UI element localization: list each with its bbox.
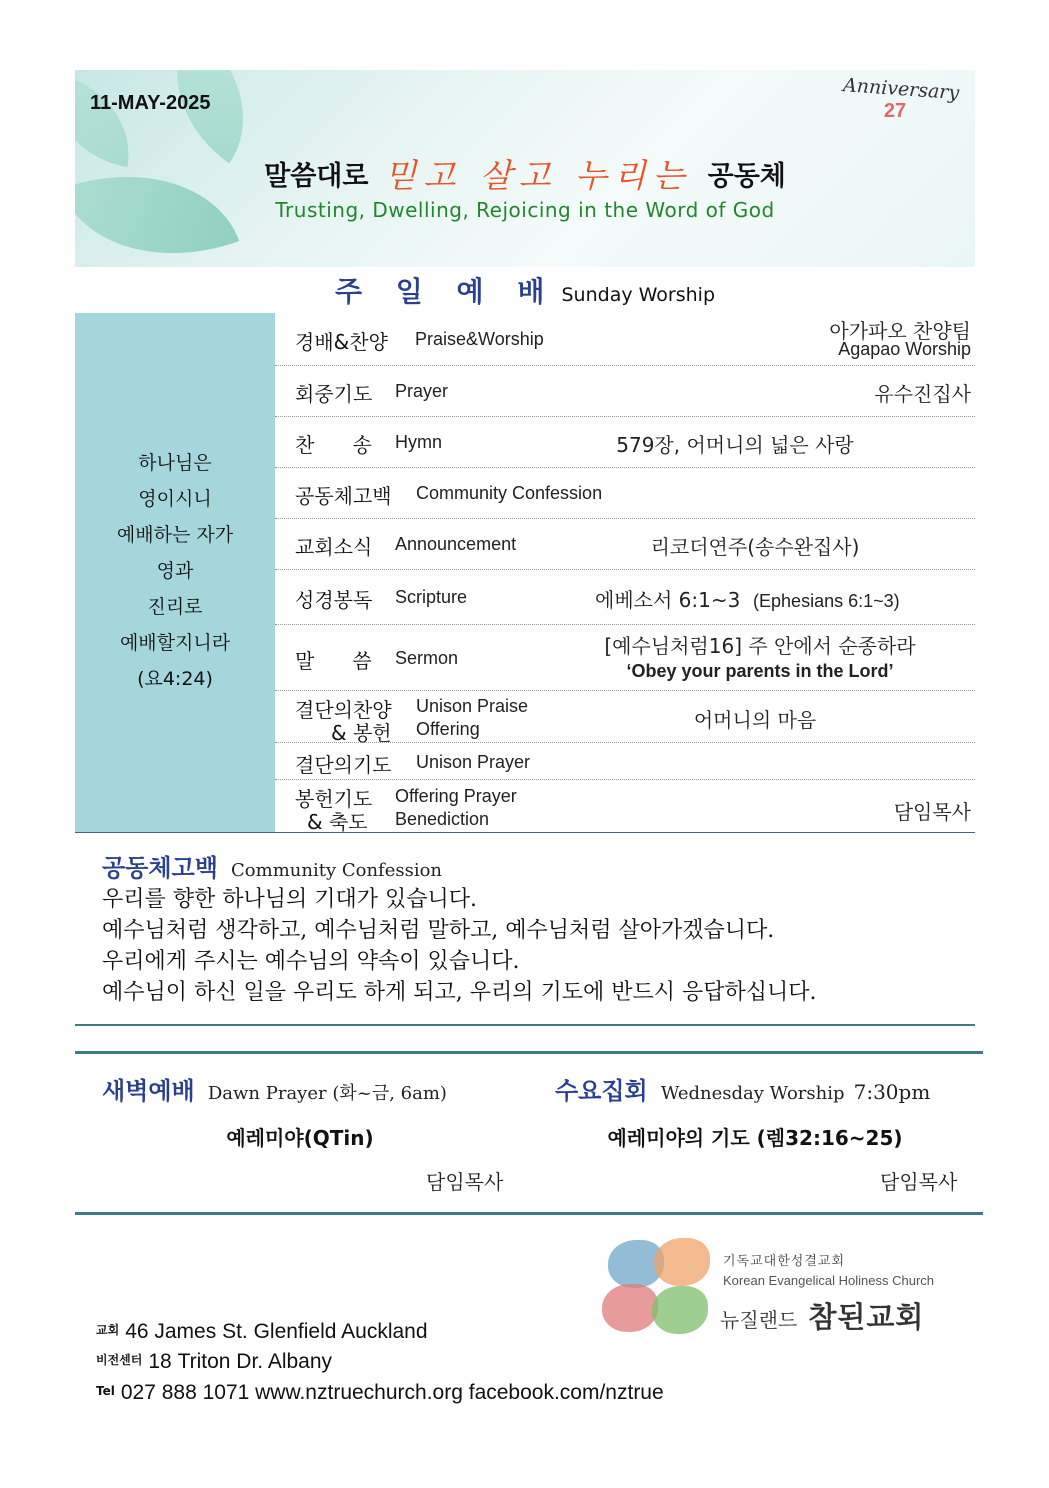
table-row [275,780,975,832]
row-label-en: Scripture [395,587,468,607]
dawn-prayer-heading [102,1071,447,1106]
motto [75,150,975,197]
row-label-en: Unison Praise [416,696,529,716]
divider [75,1212,983,1215]
wednesday-title-en: Wednesday Worship [660,1083,845,1104]
dawn-speaker: 담임목사 [426,1170,504,1194]
row-label-en: Announcement [395,534,517,554]
row-label-ko: 경배&찬양 [295,330,388,354]
row-label-ko: 봉헌기도 [295,787,373,811]
table-row [275,570,975,625]
table-row [275,468,975,519]
row-label-en: Hymn [395,432,443,452]
section-title-en: Sunday Worship [561,284,716,306]
denomination-en: Korean Evangelical Holiness Church [723,1273,935,1288]
row-label-ko: 결단의기도 [295,753,392,777]
table-row [275,519,975,570]
confession-heading [102,848,442,883]
wednesday-time: 7:30pm [853,1080,931,1104]
divider [75,1024,975,1026]
row-value: 아가파오 찬양팀 [829,319,971,343]
row-label-en: Sermon [395,648,459,668]
vision-address-label: 비전센터 [96,1353,143,1367]
confession-text [102,884,817,1008]
wednesday-speaker: 담임목사 [880,1170,958,1194]
motto-mid: 믿고 살고 누리는 [384,156,692,195]
row-label-ko: 성경봉독 [295,588,373,612]
section-title [75,270,975,310]
worship-order-table [75,313,975,833]
church-title: 참된교회 [808,1300,925,1334]
sermon-title: [예수님처럼16] 주 안에서 순종하라 [604,634,916,658]
row-label-ko: 회중기도 [295,382,373,406]
row-label-ko-2: & 축도 [307,810,368,834]
row-value: 리코더연주(송수완집사) [650,535,860,559]
confession-title-en: Community Confession [231,860,443,881]
row-value: 579장, 어머니의 넓은 사랑 [616,433,854,457]
church-name [720,1295,924,1336]
dawn-title-en: Dawn Prayer (화~금, 6am) [207,1083,447,1104]
row-label-ko: 결단의찬양 [295,698,392,722]
row-label-en-2: Offering [416,719,480,739]
table-row [275,313,975,366]
dawn-subject: 예레미야(QTin) [226,1126,374,1150]
row-label-en-2: Benediction [395,809,490,829]
confession-line: 우리를 향한 하나님의 기대가 있습니다. [102,887,477,912]
row-value: 유수진집사 [874,382,971,406]
logo-petal [602,1284,658,1332]
section-title-ko: 주 일 예 배 [334,275,557,308]
row-value: 담임목사 [893,800,971,824]
logo-petal [654,1238,710,1286]
sermon-title-en: ‘Obey your parents in the Lord’ [626,661,894,681]
wednesday-subject: 예레미야의 기도 (렘32:16~25) [607,1126,903,1150]
row-label-ko-2: & 봉헌 [331,721,392,745]
scripture-verse-panel [75,313,275,832]
anniversary-number: 27 [883,100,907,122]
contact-line: $^{Tel}$ 027 888 1071 www.nztruechurch.org facebook.com/nztrue [96,1381,664,1404]
church-address-label: 교회 [96,1323,120,1337]
wednesday-heading [555,1071,930,1106]
row-label-ko: 말 씀 [295,649,372,673]
confession-line: 우리에게 주시는 예수님의 약속이 있습니다. [102,949,520,974]
bulletin-date: 11-MAY-2025 [90,92,211,114]
row-value-en: (Ephesians 6:1~3) [753,591,900,611]
row-label-ko: 교회소식 [295,535,373,559]
divider [75,1051,983,1054]
church-region: 뉴질랜드 [720,1308,798,1332]
confession-line: 예수님이 하신 일을 우리도 하게 되고, 우리의 기도에 반드시 응답하십니다. [102,980,817,1005]
vision-center-address: $^{비전센터}$ 18 Triton Dr. Albany [96,1350,333,1373]
row-label-en: Prayer [395,381,449,401]
row-label-ko: 공동체고백 [295,484,392,508]
wednesday-title-ko: 수요집회 [555,1077,648,1105]
table-row [275,417,975,468]
scripture-verse: 하나님은 영이시니 예배하는 자가 영과 진리로 예배할지니라 (요4:24) [116,452,234,690]
motto-left: 말씀대로 [264,161,369,192]
confession-title-ko: 공동체고백 [102,854,218,882]
row-value: 에베소서 6:1~3 (Ephesians 6:1~3) [595,588,900,612]
dawn-title-ko: 새벽예배 [102,1077,195,1105]
anniversary-label: Anniversary [842,74,960,105]
row-value-en: Agapao Worship [838,339,971,359]
table-row [275,743,975,780]
logo-petal [652,1286,708,1334]
row-label-en: Unison Prayer [416,752,531,772]
motto-english: Trusting, Dwelling, Rejoicing in the Word of God [275,198,775,222]
worship-rows [275,313,975,832]
table-row [275,366,975,417]
table-row [275,625,975,691]
confession-line: 예수님처럼 생각하고, 예수님처럼 말하고, 예수님처럼 살아가겠습니다. [102,918,775,943]
row-value: 어머니의 마음 [693,708,817,732]
denomination-ko: 기독교대한성결교회 [723,1254,846,1269]
row-label-en: Community Confession [416,483,603,503]
row-label-en: Offering Prayer [395,786,517,806]
church-logo [600,1238,720,1338]
tel-label: Tel [96,1384,115,1398]
row-label-ko: 찬 송 [295,433,372,457]
church-address: $^{교회}$ 46 James St. Glenfield Auckland [96,1320,428,1343]
table-row [275,691,975,743]
motto-right: 공동체 [707,161,786,192]
row-label-en: Praise&Worship [415,329,544,349]
